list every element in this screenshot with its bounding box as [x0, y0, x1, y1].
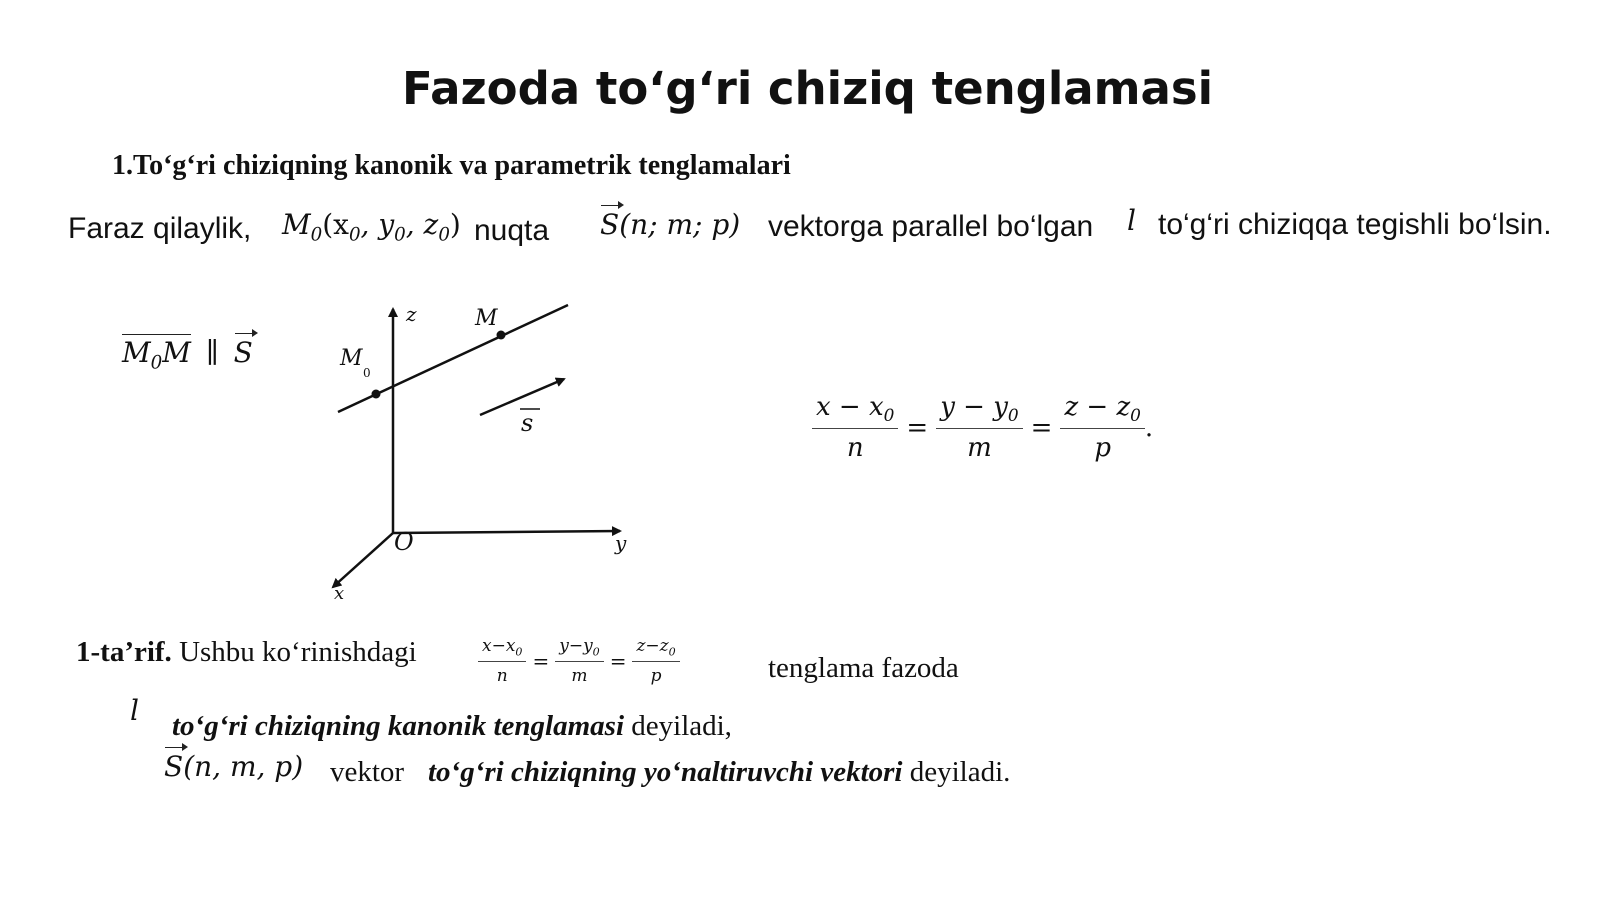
page-title: Fazoda to‘g‘ri chiziq tenglamasi: [402, 62, 1214, 115]
label-m0-sub: 0: [363, 366, 371, 380]
definition-intro: [76, 636, 417, 669]
term-direction-vector: to‘g‘ri chiziqning yo‘naltiruvchi vektori: [428, 756, 903, 788]
label-y: y: [615, 531, 627, 555]
fraction-y: $\frac{y - y_0}{m}$: [936, 392, 1022, 463]
parallel-relation: $M_0M$ ∥ S: [122, 336, 253, 374]
point-m: [497, 331, 506, 340]
point-m0-coords: $M_0(x_0$, $y_0$, $z_0$): [282, 208, 461, 246]
definition-text-2: tenglama fazoda: [768, 652, 959, 684]
intro-text-1: Faraz qilaylik,: [68, 212, 252, 245]
definition-line-2: to‘g‘ri chiziqning kanonik tenglamasi deyiladi,: [172, 710, 732, 742]
point-m0: [372, 390, 381, 399]
fraction-x: $\frac{x - x_0}{n}$: [812, 392, 898, 463]
label-m: M: [475, 306, 498, 331]
definition-text-4: vektor: [330, 756, 405, 788]
fraction-z: $\frac{z - z_0}{p}$: [1060, 392, 1144, 463]
label-s: s: [521, 409, 534, 437]
term-canonical-equation: to‘g‘ri chiziqning kanonik tenglamasi: [172, 710, 625, 742]
intro-text-2: nuqta: [474, 214, 550, 247]
x-axis: [333, 533, 393, 587]
label-x: x: [334, 583, 345, 604]
line-in-space-diagram: [320, 295, 640, 610]
y-axis: [393, 531, 620, 533]
definition-line-l: l: [130, 694, 139, 727]
intro-text-4: to‘g‘ri chiziqqa tegishli bo‘lsin.: [1158, 208, 1552, 241]
intro-text-3: vektorga parallel bo‘lgan: [768, 210, 1094, 243]
canonical-equation: $\frac{x - x_0}{n}$ = $\frac{y - y_0}{m}$ = $\frac{z - z_0}{p}$ .: [812, 392, 1153, 463]
definition-text-1: Ushbu ko‘rinishdagi: [179, 636, 417, 668]
label-z: z: [406, 302, 417, 326]
definition-line-3: to‘g‘ri chiziqning yo‘naltiruvchi vektori deyiladi.: [428, 756, 1011, 788]
label-m0: M: [340, 346, 363, 371]
definition-label: 1-ta’rif.: [76, 636, 172, 668]
small-canonical-equation: $\frac{x-x_0}{n}$ = $\frac{y-y_0}{m}$ = $\frac{z-z_0}{p}$: [478, 636, 680, 686]
vector-s-nmp: S(n; m; p): [600, 208, 741, 241]
section-heading: 1.To‘g‘ri chiziqning kanonik va parametrik tenglamalari: [112, 150, 791, 181]
line-l-symbol: l: [1127, 204, 1136, 237]
definition-vector-s: S(n, m, p): [164, 750, 304, 783]
label-origin: O: [394, 528, 414, 556]
